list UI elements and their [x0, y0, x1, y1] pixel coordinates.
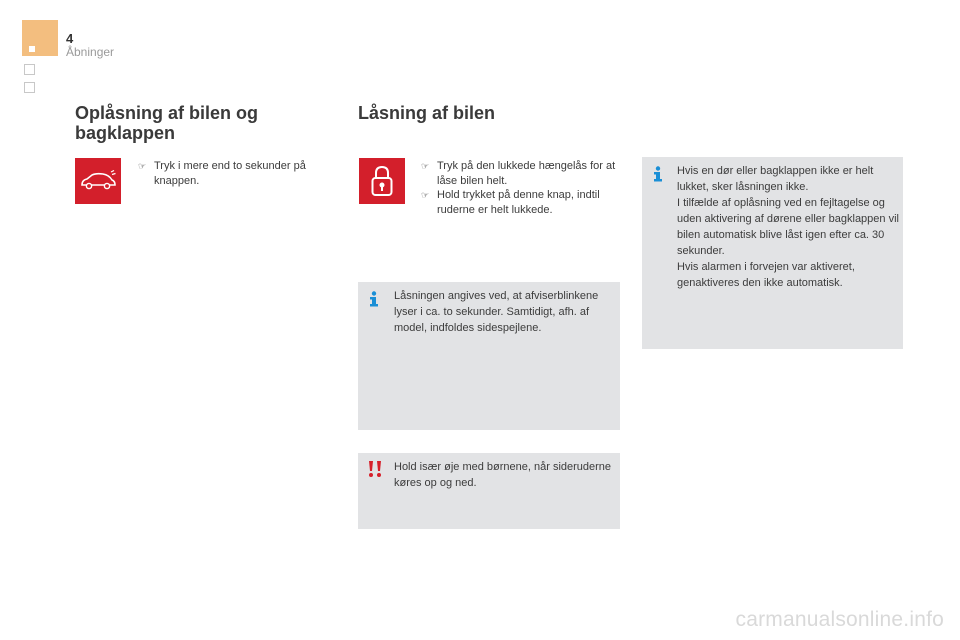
info-icon [651, 166, 665, 182]
note-text: Låsningen angives ved, at afviserblinkene lyser i ca. to sekunder. Samtidigt, afh. af model, indfoldes sidespejlene. [394, 290, 599, 334]
info-note-locking [358, 282, 620, 430]
note-text: Hold især øje med børnene, når sideruderne køres op og ned. [394, 461, 612, 489]
title-line-2: bagklappen [75, 123, 176, 143]
lock-button-image [359, 158, 405, 204]
bullet-item [421, 188, 621, 217]
bullet-text: Tryk på den lukkede hængelås for at låse bilen helt. [437, 160, 616, 187]
note-paragraph: I tilfælde af oplåsning ved en fejltagelse og uden aktivering af dørene eller bagklappen vil bilen automatisk blive låst igen efter ca. 30 sekunder. [677, 197, 899, 257]
bullet-text: Tryk i mere end to sekunder på knappen. [154, 160, 306, 187]
watermark: carmanualsonline.info [735, 608, 944, 631]
right-section-title [358, 103, 495, 123]
note-text-block [677, 163, 899, 291]
bullet-arrow-icon: ☞ [138, 161, 147, 171]
car-unlock-button-image [75, 158, 121, 204]
car-unlock-icon [79, 170, 117, 192]
right-bullets [421, 159, 621, 217]
note-paragraph: Hvis alarmen i forvejen var aktiveret, genaktiveres den ikke automatisk. [677, 261, 855, 289]
warning-note-children [358, 453, 620, 529]
page-number: 4 [66, 31, 74, 46]
title-line-1: Oplåsning af bilen og [75, 103, 259, 123]
note-paragraph: Hvis en dør eller bagklappen ikke er helt lukket, sker låsningen ikke. [677, 165, 874, 193]
chapter-marker-dot [29, 46, 35, 52]
left-bullets [138, 159, 328, 188]
chapter-square-empty [24, 64, 35, 75]
section-title: Låsning af bilen [358, 103, 496, 123]
bullet-text: Hold trykket på denne knap, indtil ruderne er helt lukkede. [437, 189, 600, 216]
warning-icon [365, 460, 385, 478]
bullet-arrow-icon: ☞ [421, 190, 430, 200]
bullet-arrow-icon: ☞ [421, 161, 430, 171]
left-section-title [75, 103, 258, 143]
info-icon [367, 291, 381, 307]
chapter-square-empty [24, 82, 35, 93]
section-name: Åbninger [66, 45, 115, 59]
bullet-item [421, 159, 621, 188]
bullet-item [138, 159, 328, 188]
info-note-door [642, 157, 903, 349]
padlock-icon [370, 165, 394, 197]
chapter-marker [22, 20, 58, 56]
